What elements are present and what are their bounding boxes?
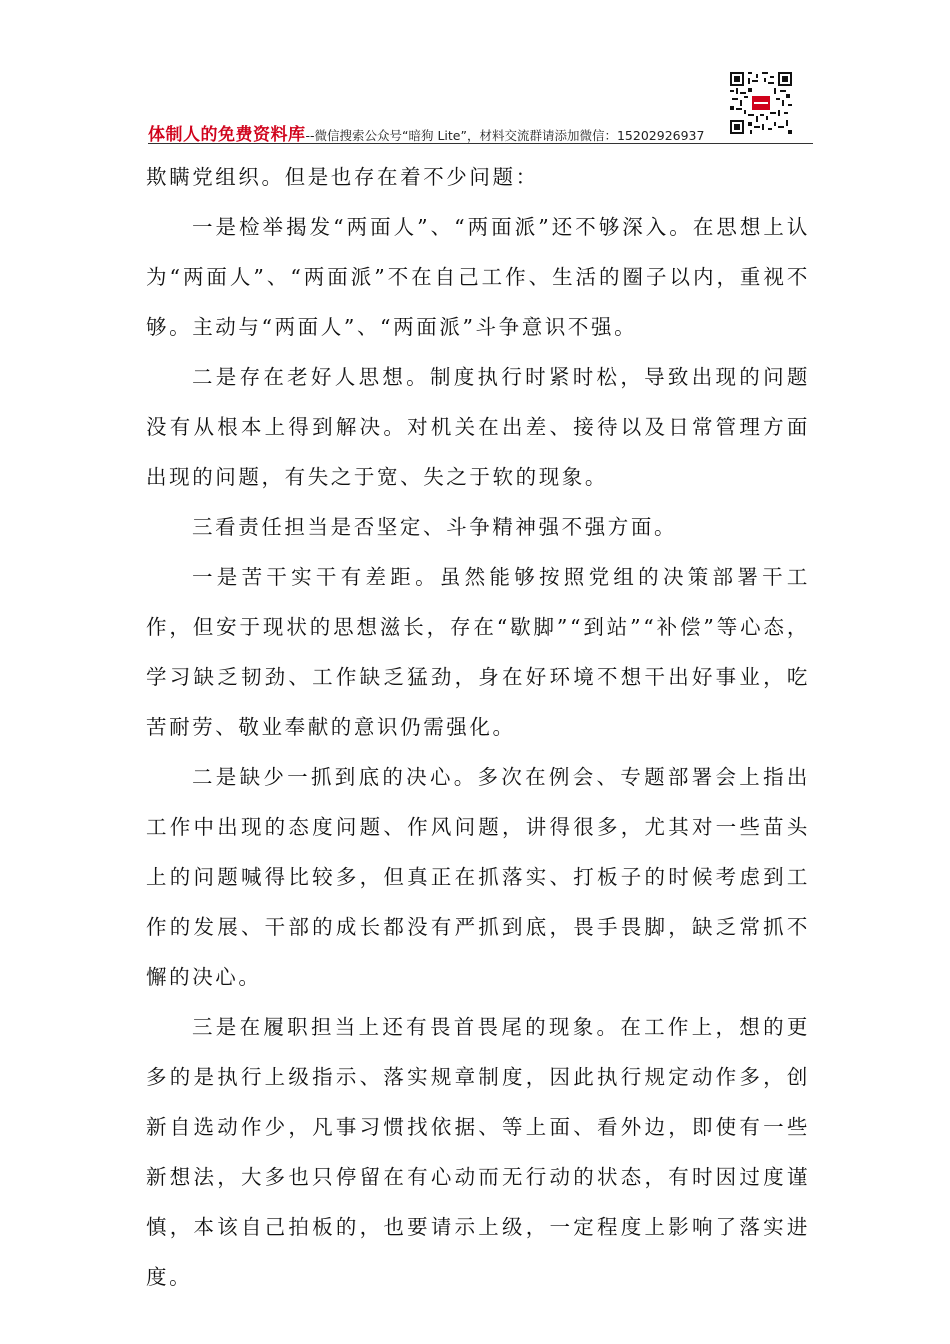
- brand-title: 体制人的免费资料库: [148, 125, 306, 145]
- header-note: --微信搜索公众号“暗狗 Lite”，材料交流群请添加微信：15202926937: [305, 128, 705, 143]
- paragraph: 三是在履职担当上还有畏首畏尾的现象。在工作上，想的更多的是执行上级指示、落实规章制度，因此执行规定动作多，创新自选动作少，凡事习惯找依据、等上面、看外边，即使有一些新想法，大多也只停留在有心动而无行动的状态，有时因过度谨慎，本该自己拍板的，也要请示上级，一定程度上影响了落实进度。: [146, 1015, 810, 1289]
- paragraph: 二是缺少一抓到底的决心。多次在例会、专题部署会上指出工作中出现的态度问题、作风问题，讲得很多，尤其对一些苗头上的问题喊得比较多，但真正在抓落实、打板子的时候考虑到工作的发展、干部的成长都没有严抓到底，畏手畏脚，缺乏常抓不懈的决心。: [146, 765, 810, 989]
- document-body: [146, 152, 810, 1302]
- header-divider: [148, 143, 813, 144]
- section-heading: 三看责任担当是否坚定、斗争精神强不强方面。: [192, 515, 678, 539]
- paragraph: 一是检举揭发“两面人”、“两面派”还不够深入。在思想上认为“两面人”、“两面派”不在自己工作、生活的圈子以内，重视不够。主动与“两面人”、“两面派”斗争意识不强。: [146, 215, 810, 339]
- page-header: [148, 60, 813, 146]
- header-line: [148, 120, 704, 145]
- qr-code-icon: [730, 72, 792, 134]
- paragraph: 一是苦干实干有差距。虽然能够按照党组的决策部署干工作，但安于现状的思想滋长，存在“歇脚”“到站”“补偿”等心态，学习缺乏韧劲、工作缺乏猛劲，身在好环境不想干出好事业，吃苦耐劳、敬业奉献的意识仍需强化。: [146, 565, 810, 739]
- paragraph: 欺瞒党组织。但是也存在着不少问题：: [146, 165, 539, 189]
- paragraph: 二是存在老好人思想。制度执行时紧时松，导致出现的问题没有从根本上得到解决。对机关在出差、接待以及日常管理方面出现的问题，有失之于宽、失之于软的现象。: [146, 365, 810, 489]
